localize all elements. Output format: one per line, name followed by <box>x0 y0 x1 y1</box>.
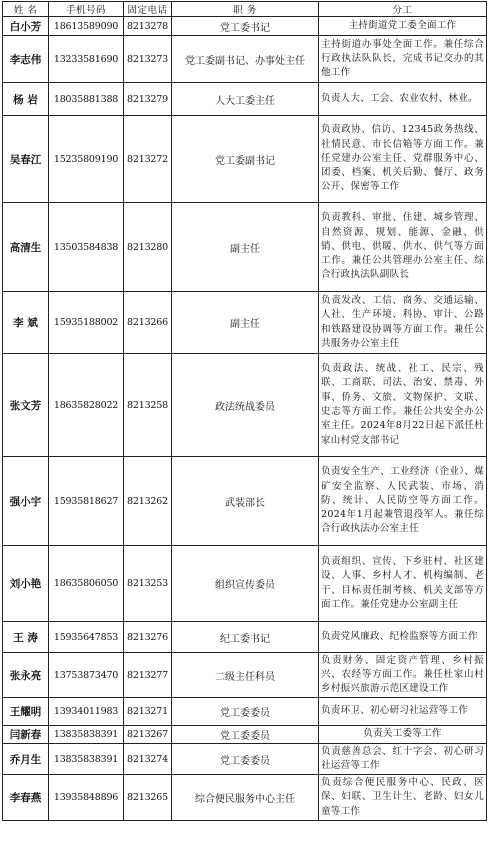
cell-role: 党工委委员 <box>172 726 319 744</box>
cell-tel: 8213278 <box>124 17 172 36</box>
cell-tel: 8213265 <box>124 775 172 821</box>
cell-mobile: 18613589090 <box>49 17 124 36</box>
cell-name: 张文芳 <box>3 354 49 457</box>
cell-mobile: 13753873470 <box>49 653 124 698</box>
cell-tel: 8213274 <box>124 744 172 775</box>
cell-duty: 负责组织、宣传、下乡驻村、社区建设、人事、乡村人才、机构编制、老干、目标责任制考核、机关支部等方面工作。兼任党建办公室副主任 <box>319 546 487 622</box>
table-row <box>3 36 487 83</box>
cell-duty: 负责人大、工会、农业农村、林业。 <box>319 83 487 116</box>
cell-role: 综合便民服务中心主任 <box>172 775 319 821</box>
cell-duty: 负责关工委等工作 <box>319 726 487 744</box>
cell-mobile: 13935848896 <box>49 775 124 821</box>
cell-mobile: 13503584838 <box>49 203 124 292</box>
cell-tel: 8213273 <box>124 36 172 83</box>
table-row <box>3 292 487 354</box>
cell-role: 政法统战委员 <box>172 354 319 457</box>
cell-duty: 负责发改、工信、商务、交通运输、人社、生产环境、科协、审计、公路和铁路建设协调等方面工作。兼任公共服务办公室主任 <box>319 292 487 354</box>
table-row <box>3 698 487 726</box>
table-row <box>3 203 487 292</box>
cell-duty: 负责教科、审批、住建、城乡管理、自然资源、规划、能源、金融、供销、供电、供暖、供水、供气等方面工作。兼任公共管理办公室主任、综合行政执法队副队长 <box>319 203 487 292</box>
cell-role: 组织宣传委员 <box>172 546 319 622</box>
cell-tel: 8213253 <box>124 546 172 622</box>
table-row <box>3 726 487 744</box>
table-row <box>3 457 487 546</box>
table-row <box>3 744 487 775</box>
table-header-row <box>3 2 487 17</box>
cell-name: 李志伟 <box>3 36 49 83</box>
cell-tel: 8213267 <box>124 726 172 744</box>
cell-tel: 8213272 <box>124 116 172 203</box>
table-row <box>3 622 487 653</box>
cell-name: 闫新春 <box>3 726 49 744</box>
cell-tel: 8213280 <box>124 203 172 292</box>
cell-name: 乔月生 <box>3 744 49 775</box>
cell-name: 李春燕 <box>3 775 49 821</box>
cell-role: 纪工委书记 <box>172 622 319 653</box>
cell-duty: 负责政法、统战、社工、民宗、残联、工商联、司法、治安、禁毒、外事、侨务、文旅、文物保护、文联、史志等方面工作。兼任公共安全办公室主任。2024年8月22日起下派任杜家山村党支部书记 <box>319 354 487 457</box>
cell-name: 王 涛 <box>3 622 49 653</box>
cell-role: 二级主任科员 <box>172 653 319 698</box>
cell-mobile: 13835838391 <box>49 744 124 775</box>
staff-duty-table <box>2 1 487 821</box>
cell-mobile: 18635806050 <box>49 546 124 622</box>
header-tel: 固定电话 <box>124 2 172 17</box>
header-duty: 分工 <box>319 2 487 17</box>
cell-role: 党工委副书记、办事处主任 <box>172 36 319 83</box>
cell-name: 高清生 <box>3 203 49 292</box>
cell-duty: 负责安全生产、工业经济（企业）、煤矿安全监察、人民武装、市场、消防、统计、人民防空等方面工作。2024年1月起兼管退役军人。兼任综合行政执法办公室主任 <box>319 457 487 546</box>
cell-role: 党工委委员 <box>172 744 319 775</box>
cell-tel: 8213266 <box>124 292 172 354</box>
cell-name: 王耀明 <box>3 698 49 726</box>
cell-name: 强小宇 <box>3 457 49 546</box>
table-row <box>3 546 487 622</box>
cell-name: 杨 岩 <box>3 83 49 116</box>
table-row <box>3 775 487 821</box>
cell-duty: 负责环卫、初心研习社运营等工作 <box>319 698 487 726</box>
cell-role: 人大工委主任 <box>172 83 319 116</box>
cell-duty: 负责党风廉政、纪检监察等方面工作 <box>319 622 487 653</box>
cell-tel: 8213276 <box>124 622 172 653</box>
cell-mobile: 13233581690 <box>49 36 124 83</box>
cell-duty: 负责慈善总会、红十字会、初心研习社运营等工作 <box>319 744 487 775</box>
cell-role: 副主任 <box>172 203 319 292</box>
cell-tel: 8213262 <box>124 457 172 546</box>
cell-mobile: 15935818627 <box>49 457 124 546</box>
cell-mobile: 13934011983 <box>49 698 124 726</box>
cell-name: 吴春江 <box>3 116 49 203</box>
cell-name: 李 斌 <box>3 292 49 354</box>
table-row <box>3 17 487 36</box>
cell-duty: 负责综合便民服务中心、民政、医保、妇联、卫生计生、老龄、妇女儿童等工作 <box>319 775 487 821</box>
cell-tel: 8213258 <box>124 354 172 457</box>
cell-role: 党工委委员 <box>172 698 319 726</box>
cell-tel: 8213279 <box>124 83 172 116</box>
header-name: 姓 名 <box>3 2 49 17</box>
cell-mobile: 13835838391 <box>49 726 124 744</box>
cell-mobile: 18035881388 <box>49 83 124 116</box>
cell-role: 副主任 <box>172 292 319 354</box>
cell-mobile: 15235809190 <box>49 116 124 203</box>
cell-role: 党工委书记 <box>172 17 319 36</box>
table-row <box>3 83 487 116</box>
cell-name: 刘小艳 <box>3 546 49 622</box>
cell-duty: 负责财务、固定资产管理、乡村振兴、农经等方面工作。兼任杜家山村乡村振兴旅游示范区建设工作 <box>319 653 487 698</box>
table-row <box>3 354 487 457</box>
cell-name: 张永亮 <box>3 653 49 698</box>
cell-duty: 主持街道党工委全面工作 <box>319 17 487 36</box>
cell-mobile: 15935188002 <box>49 292 124 354</box>
cell-mobile: 18635828022 <box>49 354 124 457</box>
cell-role: 党工委副书记 <box>172 116 319 203</box>
table-row <box>3 116 487 203</box>
cell-name: 白小芳 <box>3 17 49 36</box>
cell-duty: 主持街道办事处全面工作。兼任综合行政执法队队长，完成书记交办的其他工作 <box>319 36 487 83</box>
cell-tel: 8213277 <box>124 653 172 698</box>
cell-duty: 负责政协、信访、12345政务热线、社情民意、市长信箱等方面工作。兼任党建办公室主任、党群服务中心、团委、档案、机关后勤、餐厅、政务公开、保密等工作 <box>319 116 487 203</box>
cell-tel: 8213271 <box>124 698 172 726</box>
header-mobile: 手机号码 <box>49 2 124 17</box>
cell-mobile: 15935647853 <box>49 622 124 653</box>
cell-role: 武装部长 <box>172 457 319 546</box>
header-role: 职 务 <box>172 2 319 17</box>
table-row <box>3 653 487 698</box>
